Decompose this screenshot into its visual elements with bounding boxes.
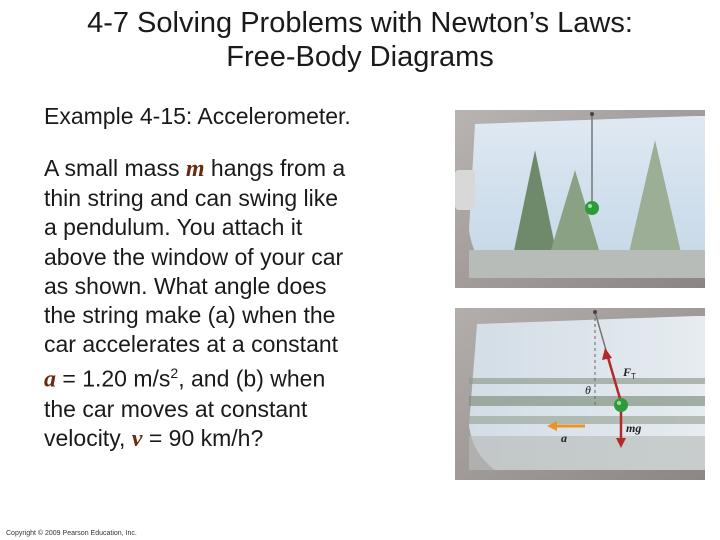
problem-line: thin string and can swing like [44, 185, 339, 212]
problem-line: the car moves at constant [44, 396, 308, 423]
slide-title [0, 6, 720, 74]
text-span: hangs from a [204, 155, 346, 181]
car-window-illustration [455, 110, 705, 288]
attachment-point [590, 112, 594, 116]
theta-label: θ [585, 383, 591, 397]
example-heading: Example 4-15: Accelerometer. [44, 103, 351, 129]
text-span: A small mass [44, 155, 186, 181]
problem-line: as shown. What angle does [44, 272, 327, 299]
superscript: 2 [170, 365, 179, 382]
problem-statement [44, 154, 454, 455]
problem-line: above the window of your car [44, 243, 344, 270]
car-window-figure-bottom [455, 308, 705, 480]
title-line-2: Free-Body Diagrams [226, 41, 494, 73]
tension-label: F [623, 365, 632, 379]
mass-highlight [588, 204, 592, 208]
weight-label: mg [626, 421, 642, 435]
text-span: velocity, [44, 425, 132, 452]
side-mirror [455, 170, 475, 210]
accelerating-car-illustration [455, 308, 705, 480]
problem-line [44, 424, 454, 454]
mass-highlight [617, 401, 621, 405]
text-span: = 1.20 m/s [56, 366, 171, 393]
acceleration-symbol: a [44, 367, 56, 394]
copyright-footer: Copyright © 2009 Pearson Education, Inc. [6, 530, 137, 537]
hanging-mass [614, 398, 628, 412]
problem-line: a pendulum. You attach it [44, 214, 303, 241]
acceleration-label: a [561, 431, 567, 445]
tension-subscript: T [631, 372, 636, 381]
problem-line [44, 359, 454, 395]
text-span: = 90 km/h? [142, 425, 264, 452]
problem-line: car accelerates at a constant [44, 331, 339, 358]
car-window-figure-top [455, 110, 705, 288]
problem-line [44, 154, 454, 184]
attachment-point [593, 310, 597, 314]
text-span: , and (b) when [178, 366, 326, 393]
mass-symbol: m [185, 156, 205, 182]
title-line-1: 4-7 Solving Problems with Newton’s Laws: [87, 7, 633, 39]
velocity-symbol: v [131, 426, 143, 453]
hanging-mass [585, 201, 599, 215]
problem-line: the string make (a) when the [44, 302, 336, 329]
